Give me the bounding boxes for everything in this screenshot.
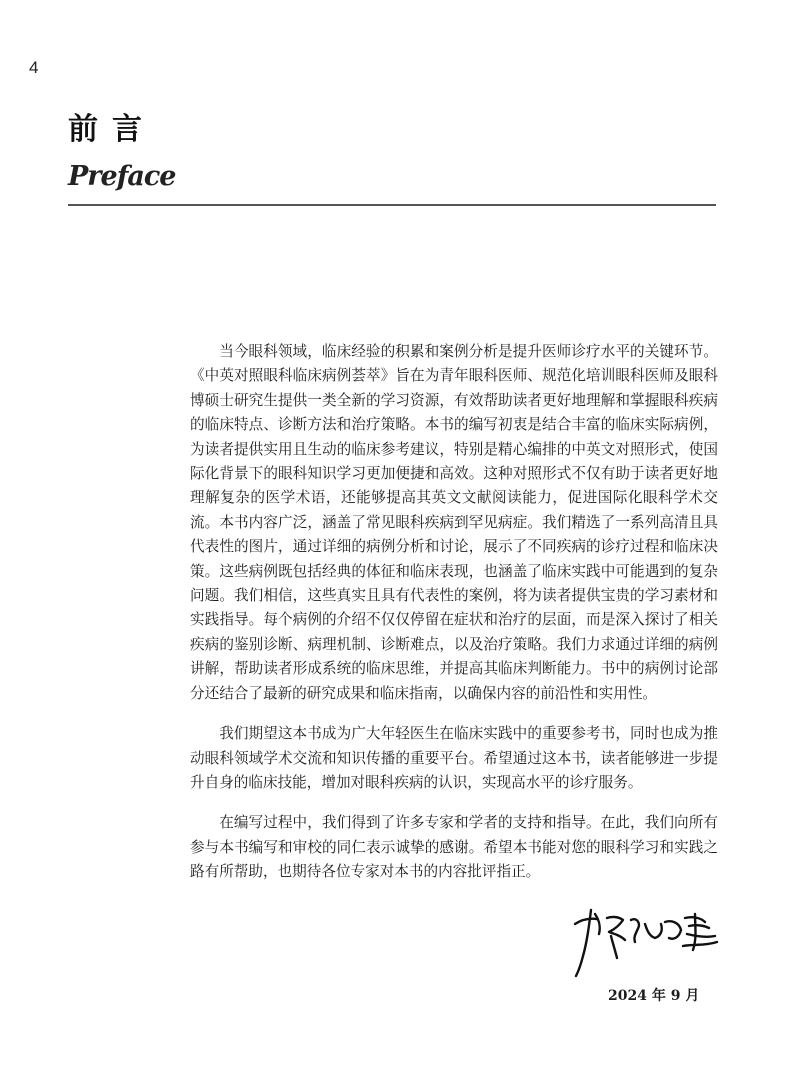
preface-date: 2024 年 9 月 <box>608 988 700 1004</box>
preface-body <box>190 340 718 901</box>
title-divider <box>68 204 716 206</box>
preface-paragraph-3: 在编写过程中，我们得到了许多专家和学者的支持和指导。在此，我们向所有参与本书编写和审校的同仁表示诚挚的感谢。希望本书能对您的眼科学习和实践之路有所帮助，也期待各位专家对本书的内容批评指正。 <box>190 814 718 881</box>
handwritten-signature <box>565 900 730 980</box>
preface-paragraph-2: 我们期望这本书成为广大年轻医生在临床实践中的重要参考书，同时也成为推动眼科领域学术交流和知识传播的重要平台。希望通过这本书，读者能够进一步提升自身的临床技能，增加对眼科疾病的认识，实现高水平的诊疗服务。 <box>190 725 718 791</box>
page-subtitle: Preface <box>68 161 176 192</box>
page-number: 4 <box>29 58 39 77</box>
page-title: 前言 <box>68 112 156 147</box>
preface-paragraph-1: 当今眼科领域，临床经验的积累和案例分析是提升医师诊疗水平的关键环节。《中英对照眼科临床病例荟萃》旨在为青年眼科医师、规范化培训眼科医师及眼科博硕士研究生提供一类全新的学习资源，有效帮助读者更好地理解和掌握眼科疾病的临床特点、诊断方法和治疗策略。本书的编写初衷是结合丰富的临床实际病例，为读者提供实用且生动的临床参考建议，特别是精心编排的中英文对照形式，使国际化背景下的眼科知识学习更加便捷和高效。这种对照形式不仅有助于读者更好地理解复杂的医学术语，还能够提高其英文文献阅读能力，促进国际化眼科学术交流。本书内容广泛，涵盖了常见眼科疾病到罕见病症。我们精选了一系列高清且具代表性的图片，通过详细的病例分析和讨论，展示了不同疾病的诊疗过程和临床决策。这些病例既包括经典的体征和临床表现，也涵盖了临床实践中可能遇到的复杂问题。我们相信，这些真实且具有代表性的案例，将为读者提供宝贵的学习素材和实践指导。每个病例的介绍不仅仅停留在症状和治疗的层面，而是深入探讨了相关疾病的鉴别诊断、病理机制、诊断难点，以及治疗策略。我们力求通过详细的病例讲解，帮助读者形成系统的临床思维，并提高其临床判断能力。书中的病例讨论部分还结合了最新的研究成果和临床指南，以确保内容的前沿性和实用性。 <box>190 343 718 702</box>
